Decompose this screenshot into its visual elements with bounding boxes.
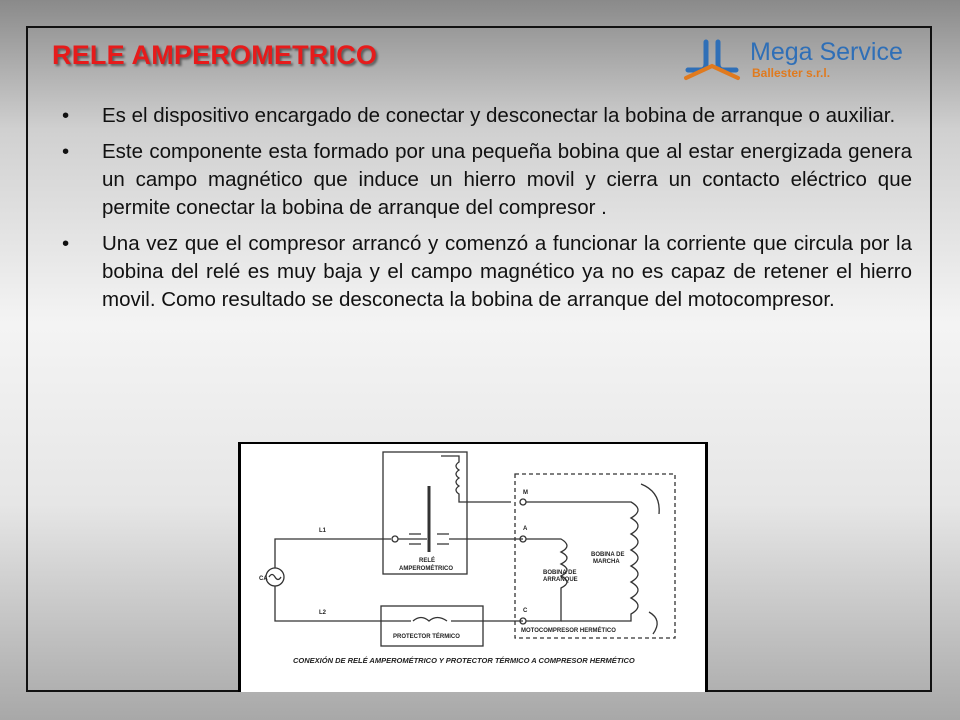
logo-subtitle: Ballester s.r.l.	[752, 66, 831, 80]
bullet-text: Una vez que el compresor arrancó y comenzó a funcionar la corriente que circula por la bobina del relé es muy baja y el campo magnético ya no es capaz de retener el hierro movil. Como resultado se desconecta la bobina de arranque del motocompresor.	[102, 232, 912, 311]
run-coil-label-2: MARCHA	[593, 559, 620, 565]
bullet-item	[60, 138, 912, 222]
terminal-a-label: A	[523, 526, 528, 532]
start-coil-label-2: ARRANQUE	[543, 577, 578, 583]
bullet-dot: •	[62, 104, 70, 127]
bullet-text: Este componente esta formado por una pequeña bobina que al estar energizada genera un campo magnético que induce un hierro movil y cierra un contacto eléctrico que permite conectar la bobina de arranque del compresor .	[102, 140, 912, 219]
run-coil-label-1: BOBINA DE	[591, 552, 625, 558]
relay-label-1: RELÉ	[419, 558, 436, 564]
compressor-label: MOTOCOMPRESOR HERMÉTICO	[521, 628, 616, 634]
slide-title: RELE AMPEROMETRICO	[52, 40, 378, 70]
thermal-protector-box	[381, 606, 483, 646]
logo-mark-icon	[682, 38, 746, 84]
wiring-diagram	[238, 442, 708, 692]
bullet-text: Es el dispositivo encargado de conectar y desconectar la bobina de arranque o auxiliar.	[102, 104, 896, 127]
company-logo	[682, 38, 932, 86]
bullet-item	[60, 102, 912, 130]
logo-name: Mega Service	[750, 38, 903, 66]
bullet-list	[60, 102, 912, 322]
protector-label: PROTECTOR TÉRMICO	[393, 634, 460, 640]
line1-label: L1	[319, 528, 327, 534]
terminal-m-label: M	[523, 490, 528, 496]
bullet-item	[60, 230, 912, 314]
diagram-caption: CONEXIÓN DE RELÉ AMPEROMÉTRICO Y PROTECTOR TÉRMICO A COMPRESOR HERMÉTICO	[293, 656, 635, 665]
bullet-dot: •	[62, 140, 70, 163]
relay-label-2: AMPEROMÉTRICO	[399, 566, 453, 572]
line2-label: L2	[319, 610, 327, 616]
wiring-diagram-svg	[241, 444, 705, 692]
start-coil-label-1: BOBINA DE	[543, 570, 577, 576]
relay-box	[383, 452, 467, 574]
source-label: CA	[259, 576, 268, 582]
bullet-dot: •	[62, 232, 70, 255]
terminal-c-label: C	[523, 608, 528, 614]
